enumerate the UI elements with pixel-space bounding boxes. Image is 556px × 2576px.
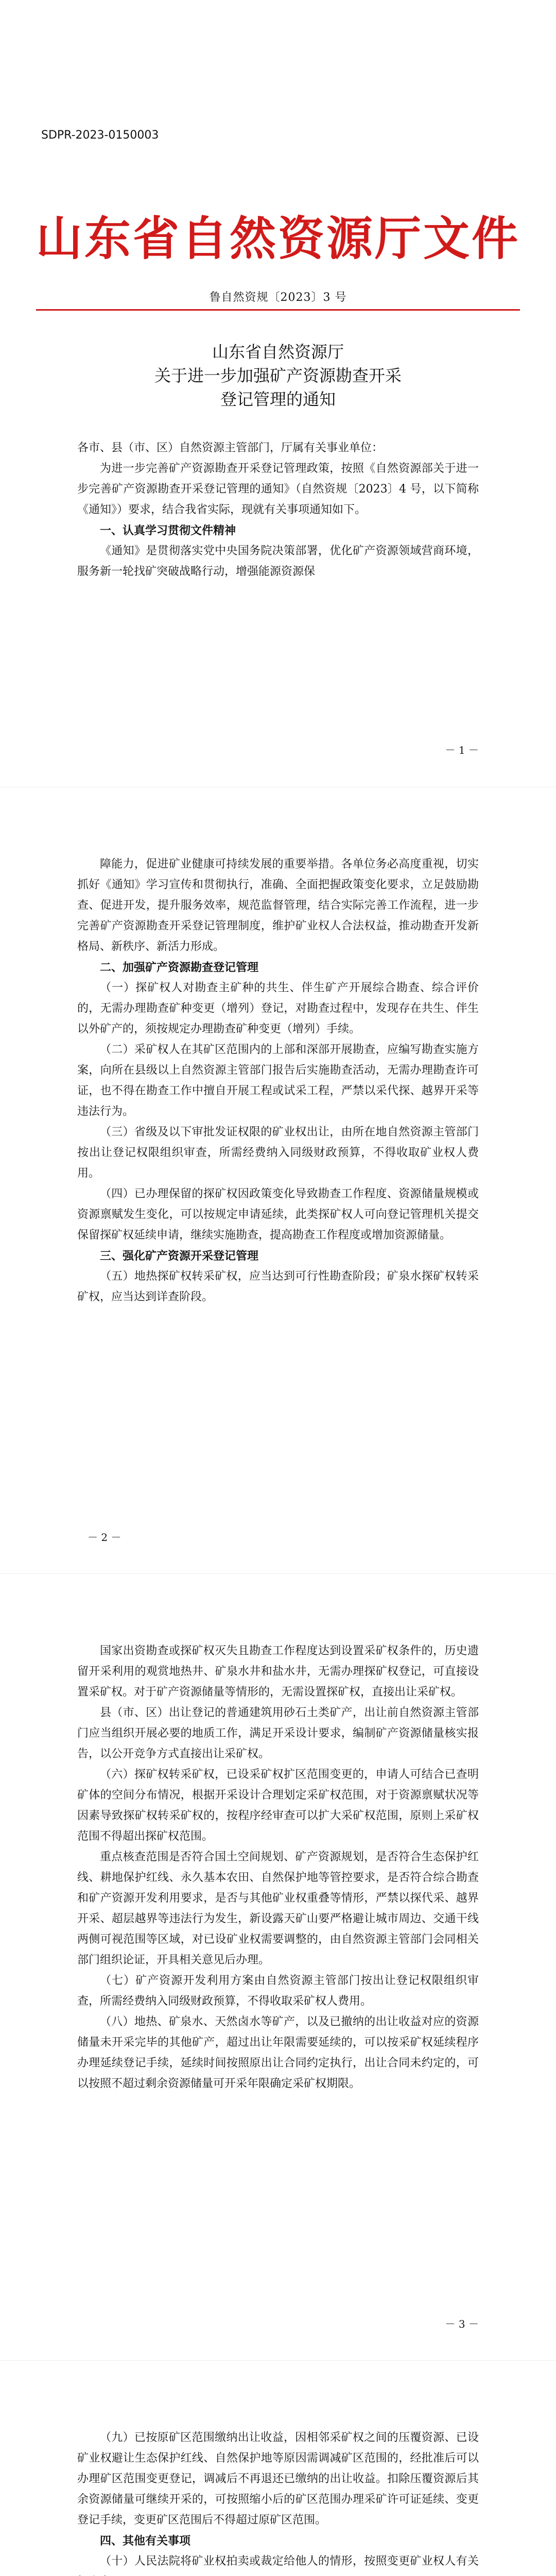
document-banner: 山东省自然资源厅文件 — [36, 211, 520, 266]
page-1-body — [77, 438, 479, 582]
page-4 — [0, 2360, 556, 2576]
page-4-body — [77, 2428, 479, 2576]
section-heading: 四、其他有关事项 — [100, 2534, 191, 2548]
title-line-1: 山东省自然资源厅 — [212, 342, 344, 362]
document-title — [0, 340, 556, 411]
section-heading: 三、强化矿产资源开采登记管理 — [100, 1249, 259, 1263]
title-line-3: 登记管理的通知 — [220, 389, 336, 409]
title-line-2: 关于进一步加强矿产资源勘查开采 — [154, 366, 402, 385]
page-3-body — [77, 1641, 479, 2094]
paragraph: （七）矿产资源开发利用方案由自然资源主管部门按出让登记权限组织审查，所需经费纳入同级财政预算，不得收取采矿权人费用。 — [77, 1974, 479, 2008]
page-number: － 3 － — [445, 2318, 479, 2330]
page-2-body — [77, 854, 479, 1308]
paragraph: （三）省级及以下审批发证权限的矿业权出让，由所在地自然资源主管部门按出让登记权限组织审查，所需经费纳入同级财政预算，不得收取矿业权人费用。 — [77, 1126, 479, 1180]
paragraph: （九）已按原矿区范围缴纳出让收益，因相邻采矿权之间的压覆资源、已设矿业权避让生态保护红线、自然保护地等原因需调减矿区范围的，经批准后可以办理矿区范围变更登记，调减后不再退还已缴纳的出让收益。扣除压覆资源后其余资源储量可继续开采的，可按照缩小后的矿区范围办理采矿许可证延续、变更登记手续，变更矿区范围后不得超过原矿区范围。 — [77, 2431, 479, 2527]
page-2 — [0, 787, 556, 1573]
page-1 — [0, 0, 556, 787]
paragraph: （一）探矿权人对勘查主矿种的共生、伴生矿产开展综合勘查、综合评价的，无需办理勘查矿种变更（增列）登记，对勘查过程中，发现存在共生、伴生以外矿产的，须按规定办理勘查矿种变更（增列）手续。 — [77, 981, 479, 1036]
page-number: － 1 － — [445, 744, 479, 756]
paragraph: 为进一步完善矿产资源勘查开采登记管理政策，按照《自然资源部关于进一步完善矿产资源勘查开采登记管理的通知》（自然资规〔2023〕4 号，以下简称《通知》）要求，结合我省实际，现就有关事项通知如下。 — [77, 462, 479, 516]
paragraph: （四）已办理保留的探矿权因政策变化导致勘查工作程度、资源储量规模或资源禀赋发生变化，可以按规定申请延续，此类探矿权人可向登记管理机关提交保留探矿权延续申请，继续实施勘查，提高勘查工作程度或增加资源储量。 — [77, 1188, 479, 1242]
section-heading: 二、加强矿产资源勘查登记管理 — [100, 961, 259, 974]
paragraph: （五）地热探矿权转采矿权，应当达到可行性勘查阶段；矿泉水探矿权转采矿权，应当达到详查阶段。 — [77, 1270, 479, 1303]
salutation: 各市、县（市、区）自然资源主管部门，厅属有关事业单位： — [77, 442, 384, 454]
paragraph: 《通知》是贯彻落实党中央国务院决策部署，优化矿产资源领域营商环境，服务新一轮找矿突破战略行动，增强能源资源保 — [77, 545, 479, 578]
paragraph: （六）探矿权转采矿权，已设采矿权扩区范围变更的，申请人可结合已查明矿体的空间分布情况，根据开采设计合理划定采矿权范围，对于资源禀赋状况等因素导致探矿权转采矿权的，按程序经审查可以扩大采矿权范围，原则上采矿权范围不得超出探矿权范围。 — [77, 1768, 479, 1843]
page-number: － 2 － — [88, 1531, 121, 1544]
document-code: SDPR-2023-0150003 — [41, 129, 159, 142]
page-3 — [0, 1573, 556, 2360]
document-number: 鲁自然资规〔2023〕3 号 — [209, 291, 347, 304]
section-heading: 一、认真学习贯彻文件精神 — [100, 524, 236, 537]
red-divider — [36, 309, 520, 311]
paragraph: （八）地热、矿泉水、天然卤水等矿产，以及已撤纳的出让收益对应的资源储量未开采完毕的其他矿产，超过出让年限需要延续的，可以按采矿权延续程序办理延续登记手续，延续时间按照原出让合同约定执行，出让合同未约定的，可以按照不超过剩余资源储量可开采年限确定采矿权期限。 — [77, 2015, 479, 2090]
paragraph: 县（市、区）出让登记的普通建筑用砂石土类矿产，出让前自然资源主管部门应当组织开展必要的地质工作，满足开采设计要求，编制矿产资源储量核实报告，以公开竞争方式直接出让采矿权。 — [77, 1706, 479, 1760]
paragraph: （二）采矿权人在其矿区范围内的上部和深部开展勘查，应编写勘查实施方案，向所在县级以上自然资源主管部门报告后实施勘查活动，无需办理勘查许可证，也不得在勘查工作中擅自开展工程或试采工程，严禁以采代探、越界开采等违法行为。 — [77, 1043, 479, 1118]
paragraph: （十）人民法院将矿业权拍卖或裁定给他人的情形，按照变更矿业权人有关 — [100, 2555, 479, 2568]
paragraph: 障能力，促进矿业健康可持续发展的重要举措。各单位务必高度重视，切实抓好《通知》学习宣传和贯彻执行，准确、全面把握政策变化要求，立足鼓励勘查、促进开发，提升服务效率，规范监督管理，结合实际完善工作流程，进一步完善矿产资源勘查开采登记管理制度，维护矿业权人合法权益，推动勘查开发新格局、新秩序、新活力形成。 — [77, 858, 479, 953]
paragraph: 国家出资勘查或探矿权灭失且勘查工作程度达到设置采矿权条件的，历史遗留开采利用的观赏地热井、矿泉水井和盐水井，无需办理探矿权登记，可直接设置采矿权。对于矿产资源储量等情形的，无需设置探矿权，直接出让采矿权。 — [77, 1645, 479, 1699]
paragraph: 重点核查范围是否符合国土空间规划、矿产资源规划，是否符合生态保护红线、耕地保护红线、永久基本农田、自然保护地等管控要求，是否符合综合勘查和矿产资源开发利用要求，是否与其他矿业权重叠等情形，严禁以探代采、越界开采、超层越界等违法行为发生，新设露天矿山要严格避让城市周边、交通干线两侧可视范围等区域，对已设矿业权需要调整的，由自然资源主管部门会同相关部门组织论证，开具相关意见后办理。 — [77, 1851, 479, 1967]
